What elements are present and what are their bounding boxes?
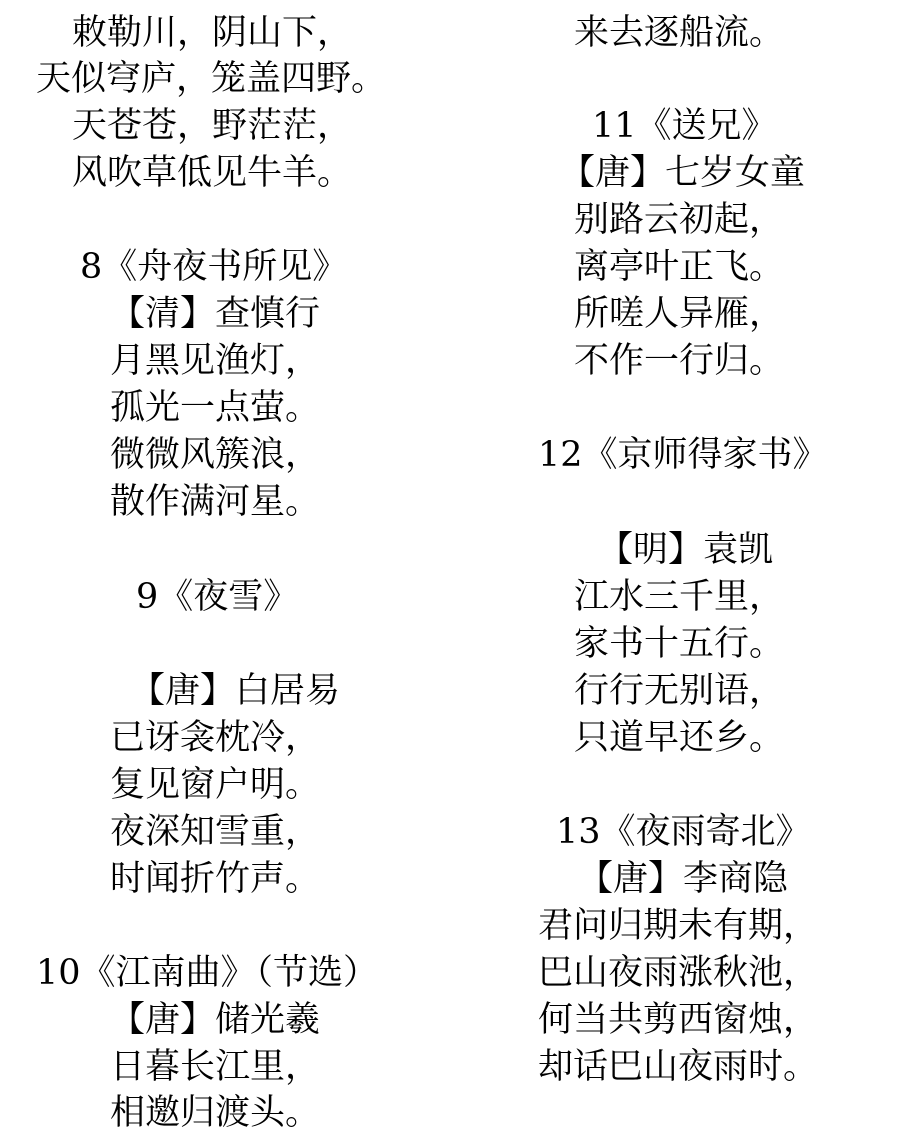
poem-title: 11《送兄》	[592, 106, 777, 146]
poem-line: 来去逐船流。	[574, 13, 785, 53]
poem-title: 12《京师得家书》	[538, 435, 828, 475]
poem-author: 【唐】白居易	[130, 671, 341, 711]
poem-line: 复见窗户明。	[110, 765, 321, 805]
poem-author: 【明】袁凯	[598, 530, 774, 570]
poem-line: 只道早还乡。	[574, 718, 785, 758]
poem-line: 行行无别语，	[574, 671, 785, 711]
poem-line: 却话巴山夜雨时。	[538, 1047, 819, 1087]
poem-title: 9《夜雪》	[136, 577, 299, 617]
poem-line: 江水三千里，	[574, 577, 785, 617]
poem-line: 离亭叶正飞。	[574, 247, 785, 287]
poem-line: 别路云初起，	[574, 200, 785, 240]
poem-line: 日暮长江里，	[110, 1047, 321, 1087]
poem-author: 【唐】七岁女童	[560, 153, 806, 193]
poem-author: 【唐】李商隐	[578, 859, 789, 899]
poem-title: 10《江南曲》（节选）	[36, 953, 379, 993]
poem-line: 夜深知雪重，	[110, 812, 321, 852]
poem-author: 【唐】储光羲	[110, 1000, 321, 1040]
poem-line: 时闻折竹声。	[110, 859, 321, 899]
poem-line: 巴山夜雨涨秋池，	[538, 953, 819, 993]
poem-title: 13《夜雨寄北》	[556, 812, 811, 852]
poem-line: 君问归期未有期，	[538, 906, 819, 946]
poem-line: 孤光一点萤。	[110, 388, 321, 428]
poem-line: 风吹草低见牛羊。	[72, 153, 353, 193]
poem-line: 敕勒川，阴山下，	[72, 13, 353, 53]
poem-line: 不作一行归。	[574, 341, 785, 381]
poem-title: 8《舟夜书所见》	[80, 247, 348, 287]
poem-line: 散作满河星。	[110, 482, 321, 522]
poem-line: 微微风簇浪，	[110, 435, 321, 475]
poem-author: 【清】查慎行	[110, 294, 321, 334]
poem-line: 已讶衾枕冷，	[110, 718, 321, 758]
poem-line: 家书十五行。	[574, 624, 785, 664]
poem-line: 月黑见渔灯，	[110, 341, 321, 381]
poem-line: 天苍苍，野茫茫，	[72, 106, 353, 146]
poem-line: 何当共剪西窗烛，	[538, 1000, 819, 1040]
poem-line: 相邀归渡头。	[110, 1093, 321, 1133]
poem-line: 天似穹庐，笼盖四野。	[36, 59, 387, 99]
poem-line: 所嗟人异雁，	[574, 294, 785, 334]
